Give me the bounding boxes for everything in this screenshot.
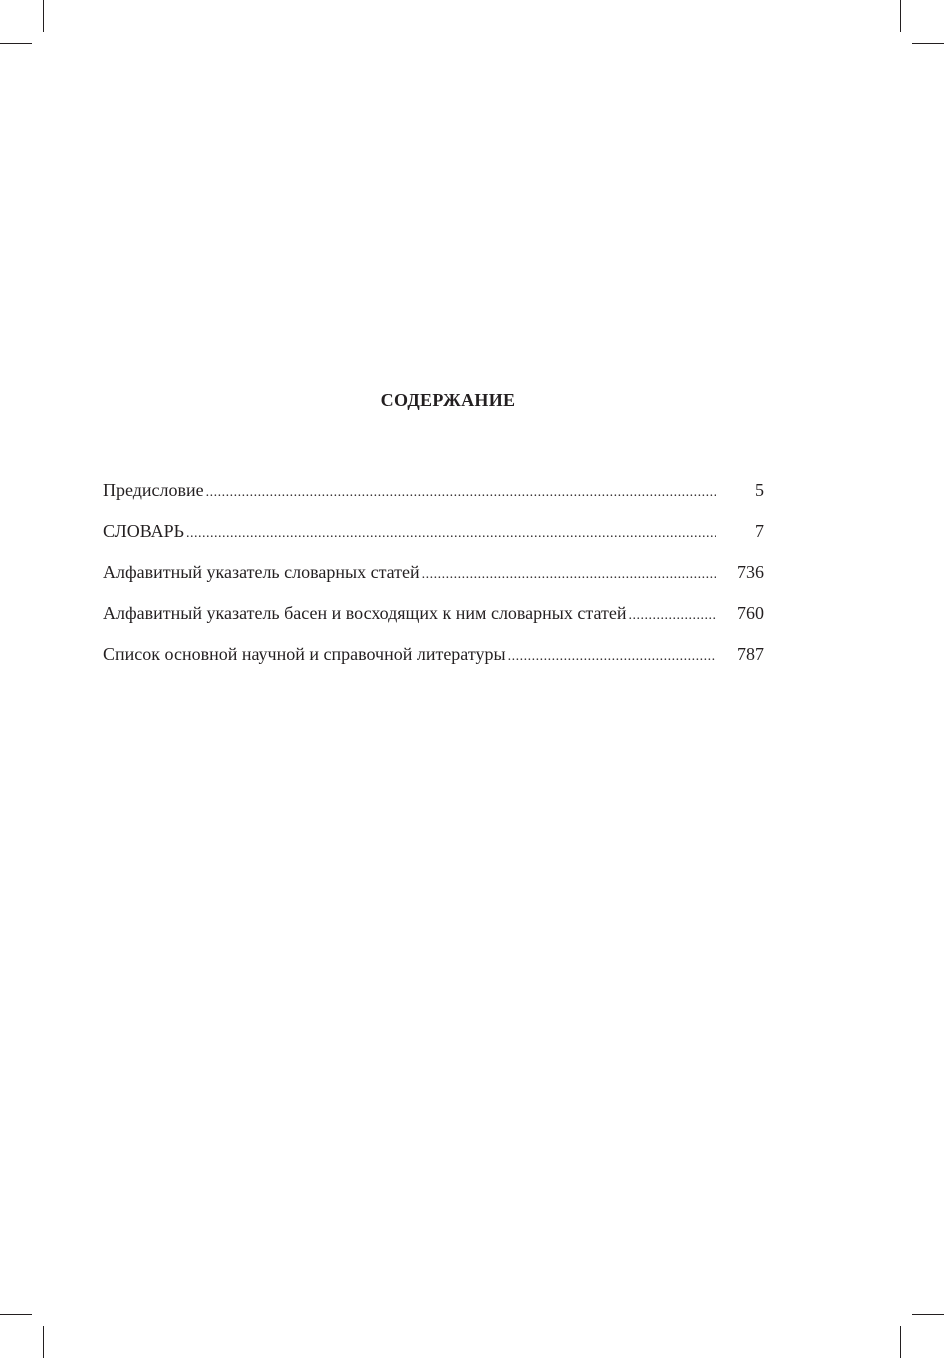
toc-entry-title: Предисловие	[103, 480, 204, 500]
crop-mark-top-right-vertical	[900, 0, 901, 32]
toc-page-number: 736	[737, 562, 764, 582]
toc-entry-title: Список основной научной и справочной литературы	[103, 644, 506, 664]
toc-entry[interactable]	[103, 476, 764, 517]
toc-dot-leader	[206, 479, 716, 507]
crop-mark-bottom-left-horizontal	[0, 1314, 32, 1315]
crop-mark-bottom-left-vertical	[43, 1326, 44, 1358]
crop-mark-bottom-right-vertical	[900, 1326, 901, 1358]
crop-mark-bottom-right-horizontal	[912, 1314, 944, 1315]
toc-entry[interactable]	[103, 517, 764, 558]
toc-dot-leader	[422, 561, 716, 589]
table-of-contents	[103, 476, 764, 681]
crop-mark-top-left-vertical	[43, 0, 44, 32]
crop-mark-top-left-horizontal	[0, 43, 32, 44]
toc-entry-title: Алфавитный указатель словарных статей	[103, 562, 420, 582]
toc-entry[interactable]	[103, 558, 764, 599]
toc-dot-leader	[629, 602, 717, 630]
toc-page-number: 787	[737, 644, 764, 664]
toc-entry-title: СЛОВАРЬ	[103, 521, 184, 541]
toc-entry[interactable]	[103, 599, 764, 640]
toc-page-number: 760	[737, 603, 764, 623]
toc-entry[interactable]	[103, 640, 764, 681]
toc-page-number: 7	[755, 521, 764, 541]
toc-page-number: 5	[755, 480, 764, 500]
crop-mark-top-right-horizontal	[912, 43, 944, 44]
toc-dot-leader	[186, 520, 716, 548]
toc-entry-title: Алфавитный указатель басен и восходящих к ним словарных статей	[103, 603, 627, 623]
toc-dot-leader	[508, 643, 716, 671]
page-title: СОДЕРЖАНИЕ	[380, 390, 516, 410]
